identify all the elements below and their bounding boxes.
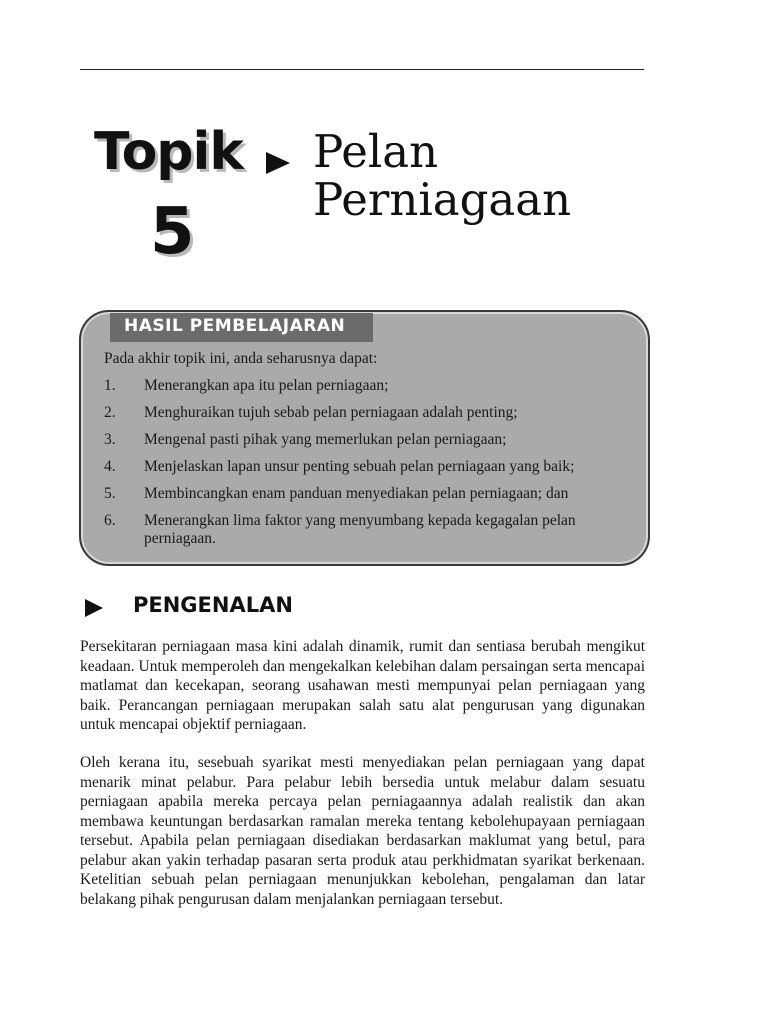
learning-outcomes-intro: Pada akhir topik ini, anda seharusnya dapat: bbox=[104, 350, 378, 367]
item-text: Menjelaskan lapan unsur penting sebuah pelan perniagaan yang baik; bbox=[144, 458, 575, 475]
body-paragraph: Persekitaran perniagaan masa kini adalah dinamik, rumit dan sentiasa berubah mengikut keadaan. Untuk memperoleh dan mengekalkan kelebihan dalam persaingan serta mencapai matlamat dan kecekapan, seorang usahawan mesti mempunyai pelan perniagaan yang baik. Perancangan perniagaan merupakan salah satu alat pengurusan yang digunakan untuk mencapai objektif perniagaan. bbox=[80, 638, 645, 733]
list-item bbox=[104, 404, 644, 431]
topic-number: 5 bbox=[150, 195, 195, 269]
item-number: 1. bbox=[104, 377, 116, 394]
item-number: 6. bbox=[104, 512, 116, 529]
top-rule bbox=[80, 69, 644, 70]
chapter-title-line-2: Perniagaan bbox=[313, 173, 572, 226]
list-item bbox=[104, 512, 644, 552]
item-text: Menerangkan lima faktor yang menyumbang kepada kegagalan pelan perniagaan. bbox=[144, 512, 576, 547]
play-arrow-icon bbox=[264, 150, 292, 176]
section-heading: PENGENALAN bbox=[133, 593, 293, 617]
section-arrow-icon bbox=[84, 598, 104, 618]
learning-outcomes-list bbox=[104, 377, 644, 552]
item-number: 2. bbox=[104, 404, 116, 421]
learning-outcomes-heading: HASIL PEMBELAJARAN bbox=[110, 313, 373, 342]
item-number: 3. bbox=[104, 431, 116, 448]
item-text: Menghuraikan tujuh sebab pelan perniagaan adalah penting; bbox=[144, 404, 518, 421]
body-paragraph: Oleh kerana itu, sesebuah syarikat mesti menyediakan pelan perniagaan yang dapat menarik minat pelabur. Para pelabur lebih bersedia untuk melabur dalam sesuatu perniagaan apabila mereka percaya pelan perniagaannya adalah realistik dan akan membawa keuntungan berdasarkan ramalan mereka tentang kebolehupayaan perniagaan tersebut. Apabila pelan perniagaan disediakan berdasarkan maklumat yang betul, para pelabur akan yakin terhadap pasaran serta produk atau perkhidmatan syarikat berkenaan. Ketelitian sebuah pelan perniagaan menunjukkan kebolehan, pengalaman dan latar belakang pihak pengurusan dalam menjalankan perniagaan tersebut. bbox=[80, 754, 645, 908]
chapter-title-line-1: Pelan bbox=[313, 125, 439, 178]
chapter-title bbox=[313, 125, 643, 226]
item-text: Mengenal pasti pihak yang memerlukan pelan perniagaan; bbox=[144, 431, 507, 448]
list-item bbox=[104, 458, 644, 485]
item-number: 4. bbox=[104, 458, 116, 475]
item-number: 5. bbox=[104, 485, 116, 502]
item-text: Menerangkan apa itu pelan perniagaan; bbox=[144, 377, 389, 394]
topic-word: Topik bbox=[94, 122, 243, 182]
item-text: Membincangkan enam panduan menyediakan pelan perniagaan; dan bbox=[144, 485, 569, 502]
list-item bbox=[104, 431, 644, 458]
list-item bbox=[104, 485, 644, 512]
list-item bbox=[104, 377, 644, 404]
